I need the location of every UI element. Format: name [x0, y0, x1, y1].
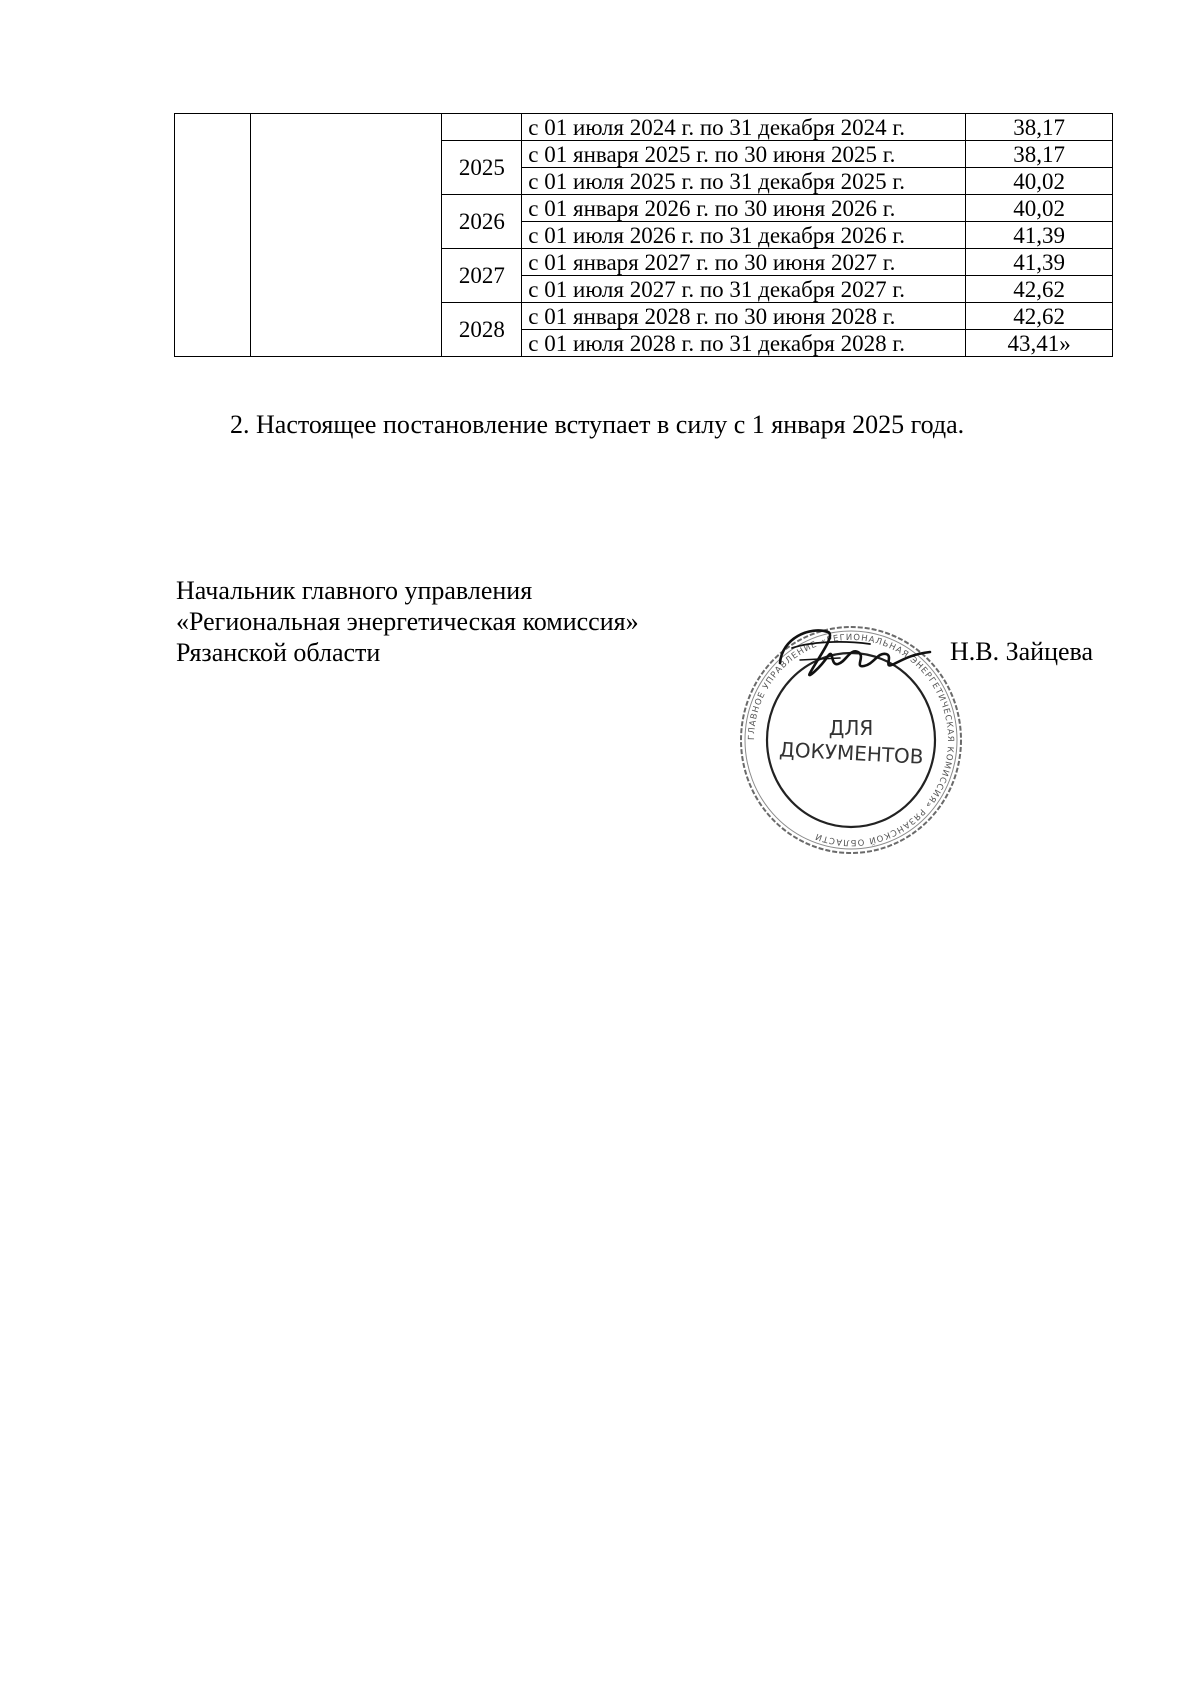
table-cell-value: 38,17 [966, 141, 1113, 168]
signatory-title-line3: Рязанской области [176, 638, 381, 667]
handwritten-signature-icon [770, 618, 950, 693]
svg-text:ГЛАВНОЕ УПРАВЛЕНИЕ «РЕГИОНАЛЬН: ГЛАВНОЕ УПРАВЛЕНИЕ «РЕГИОНАЛЬНАЯ ЭНЕРГЕТИЧЕСКАЯ КОМИССИЯ» РЯЗАНСКОЙ ОБЛАСТИ [746, 632, 956, 848]
table-cell-year: 2027 [442, 249, 522, 303]
table-cell-year: 2026 [442, 195, 522, 249]
table-cell-empty-col1 [175, 114, 251, 357]
table-cell-value: 40,02 [966, 195, 1113, 222]
signatory-title-line2: «Региональная энергетическая комиссия» [176, 607, 639, 636]
table-cell-value: 40,02 [966, 168, 1113, 195]
table-cell-period: с 01 июля 2028 г. по 31 декабря 2028 г. [522, 330, 966, 357]
table-cell-period: с 01 июля 2026 г. по 31 декабря 2026 г. [522, 222, 966, 249]
table-cell-period: с 01 июля 2024 г. по 31 декабря 2024 г. [522, 114, 966, 141]
svg-text:ДОКУМЕНТОВ: ДОКУМЕНТОВ [778, 737, 925, 769]
table-cell-value: 43,41» [966, 330, 1113, 357]
tariff-table [174, 113, 1113, 357]
table-cell-year: 2025 [442, 141, 522, 195]
table-cell-value: 42,62 [966, 303, 1113, 330]
table-cell-period: с 01 января 2026 г. по 30 июня 2026 г. [522, 195, 966, 222]
table-cell-value: 38,17 [966, 114, 1113, 141]
signatory-name: Н.В. Зайцева [950, 637, 1094, 666]
table-cell-empty-col2 [250, 114, 442, 357]
signatory-title-line1: Начальник главного управления [176, 576, 533, 605]
clause-2-text: 2. Настоящее постановление вступает в силу с 1 января 2025 года. [230, 410, 965, 439]
table-cell-period: с 01 июля 2027 г. по 31 декабря 2027 г. [522, 276, 966, 303]
svg-text:ДЛЯ: ДЛЯ [828, 716, 874, 740]
table-cell-year-2024 [442, 114, 522, 141]
table-cell-year: 2028 [442, 303, 522, 357]
table-cell-period: с 01 января 2027 г. по 30 июня 2027 г. [522, 249, 966, 276]
signatory-title [176, 575, 639, 668]
table-cell-period: с 01 июля 2025 г. по 31 декабря 2025 г. [522, 168, 966, 195]
table-cell-value: 41,39 [966, 222, 1113, 249]
table-cell-period: с 01 января 2025 г. по 30 июня 2025 г. [522, 141, 966, 168]
table-row [175, 114, 1113, 141]
table-cell-period: с 01 января 2028 г. по 30 июня 2028 г. [522, 303, 966, 330]
table-cell-value: 42,62 [966, 276, 1113, 303]
table-cell-value: 41,39 [966, 249, 1113, 276]
